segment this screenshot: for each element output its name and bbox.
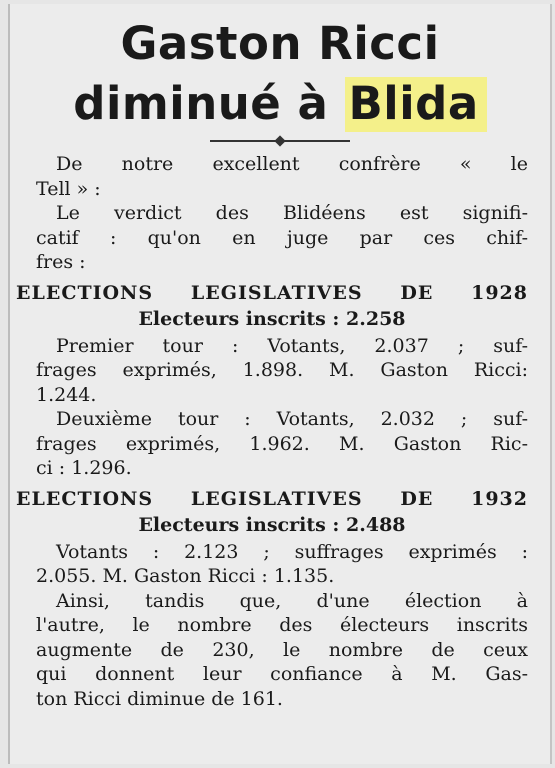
election-1928-registered: Electeurs inscrits : 2.258 [138, 308, 406, 330]
newspaper-clipping [8, 4, 552, 764]
conclusion-line: augmente de 230, le nombre de ceux [36, 638, 528, 661]
conclusion-line: Ainsi, tandis que, d'une élection à [56, 589, 528, 612]
verdict-line: fres : [36, 251, 86, 273]
election-1928-round1 [16, 334, 528, 408]
verdict-line: catif : qu'on en juge par ces chif- [36, 226, 528, 249]
intro-line: Tell » : [36, 177, 101, 200]
verdict-line: Le verdict des Blidéens est signifi- [56, 202, 528, 224]
article-headline [10, 14, 550, 134]
results-line: 2.055. M. Gaston Ricci : 1.135. [36, 565, 335, 587]
round2-line: frages exprimés, 1.962. M. Gaston Ric- [36, 432, 528, 455]
headline-line-2 [10, 74, 550, 134]
headline-line-2-prefix: diminué à [73, 77, 345, 130]
election-1932-results [16, 540, 528, 589]
election-1932-registered: Electeurs inscrits : 2.488 [138, 514, 406, 536]
intro-line: De notre excellent confrère « le [56, 153, 528, 175]
round2-line: Deuxième tour : Votants, 2.032 ; suf- [56, 408, 528, 430]
election-1928-round2 [16, 407, 528, 481]
verdict-paragraph [16, 201, 528, 275]
intro-paragraph [16, 152, 528, 201]
conclusion-line: qui donnent leur confiance à M. Gas- [36, 663, 528, 685]
round2-line: ci : 1.296. [36, 457, 132, 479]
round1-line: Premier tour : Votants, 2.037 ; suf- [56, 334, 528, 357]
highlighted-word: Blida [345, 77, 487, 132]
round1-line: 1.244. [36, 383, 97, 406]
election-1932-heading: ELECTIONS LEGISLATIVES DE 1932 [16, 487, 528, 510]
election-1928-heading: ELECTIONS LEGISLATIVES DE 1928 [16, 281, 528, 304]
conclusion-paragraph [16, 589, 528, 712]
ornamental-divider [210, 140, 350, 142]
headline-line-1: Gaston Ricci [120, 17, 440, 70]
results-line: Votants : 2.123 ; suffrages exprimés : [56, 540, 528, 563]
article-body [10, 152, 550, 711]
round1-line: frages exprimés, 1.898. M. Gaston Ricci: [36, 359, 528, 381]
conclusion-line: l'autre, le nombre des électeurs inscrits [36, 614, 528, 636]
conclusion-line: ton Ricci diminue de 161. [36, 687, 283, 710]
